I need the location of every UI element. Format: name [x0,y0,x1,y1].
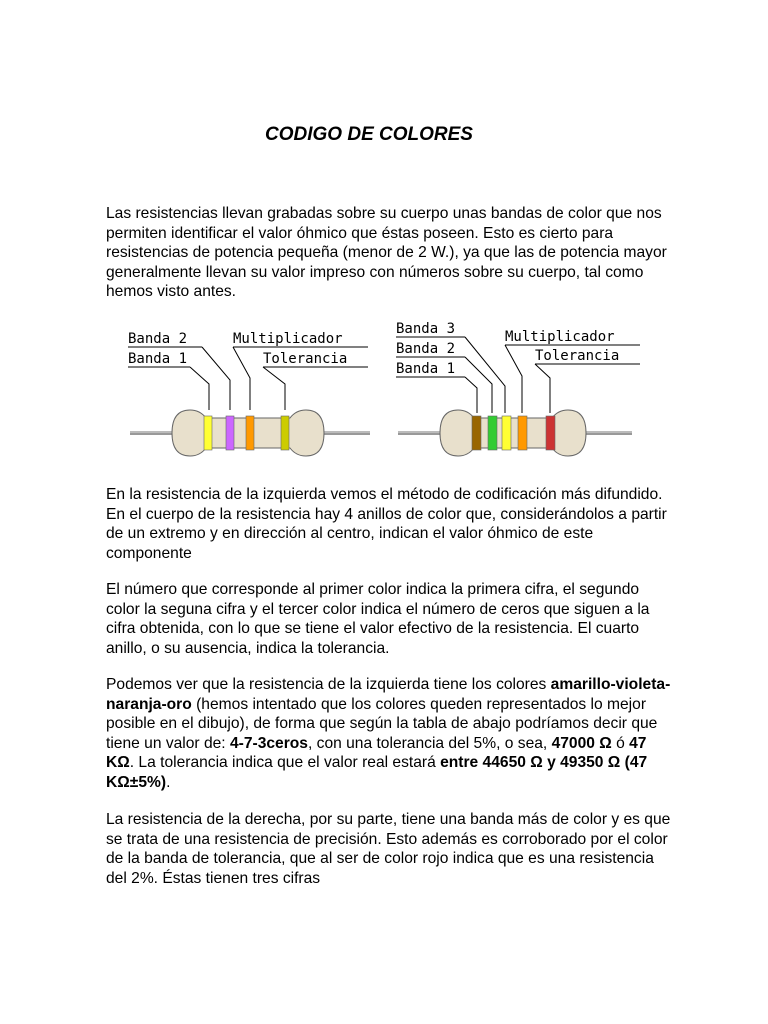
left-band-4 [281,416,289,450]
right-band-3 [502,416,511,450]
bold-value-kohms: 47 KΩ [106,734,647,772]
paragraph-left-method: En la resistencia de la izquierda vemos el método de codificación más difundido. En el cuerpo de la resistencia hay 4 anillos de color que, considerándolos a partir de un extremo y en dirección al centro, indican el valor óhmico de este componente [106,486,667,562]
paragraph-intro: Las resistencias llevan grabadas sobre su cuerpo unas bandas de color que nos permiten identificar el valor óhmico que éstas poseen. Esto es cierto para resistencias de potencia pequeña (menor de 2 W.), ya que las de potencia mayor generalmente llevan su valor impreso con números sobre su cuerpo, tal como hemos visto antes. [106,205,667,301]
right-band-2 [488,416,497,450]
right-resistor-body [440,410,586,456]
right-label-band2: Banda 2 [396,341,456,357]
right-resistor [396,321,640,456]
bold-value-ohms: 47000 Ω [551,734,612,752]
text-run: , con una tolerancia del 5%, o sea, [307,734,552,752]
left-band-3 [246,416,254,450]
right-label-band3: Banda 3 [396,321,456,337]
left-label-band1: Banda 1 [128,351,188,367]
paragraph-example [106,675,674,793]
left-label-tolerance: Tolerancia [263,351,348,367]
bold-colors: amarillo-violeta-naranja-oro [106,676,671,713]
right-label-tolerance: Tolerancia [535,348,620,364]
text-run: Podemos ver que la resistencia de la izquierda tiene los colores [106,676,551,693]
right-band-4 [518,416,527,450]
resistor-figure [120,318,650,468]
bold-range: entre 44650 Ω y 49350 Ω (47 KΩ±5%) [106,754,648,791]
right-band-1 [472,416,481,450]
right-band-5 [546,416,555,450]
right-label-multiplier: Multiplicador [505,329,615,345]
resistor-diagram [120,318,650,468]
text-run: . [166,773,171,791]
left-label-band2: Banda 2 [128,331,188,347]
left-band-1 [204,416,212,450]
left-band-2 [226,416,234,450]
page-title: CODIGO DE COLORES [265,124,473,145]
bold-digits: 4-7-3ceros [229,734,308,752]
text-run: . La tolerancia indica que el valor real estará [129,754,441,772]
paragraph-precision: La resistencia de la derecha, por su parte, tiene una banda más de color y es que se trata de una resistencia de precisión. Esto además es corroborado por el color de la banda de tolerancia, que al ser de color rojo indica que es una resistencia del 2%. Éstas tienen tres cifras [106,811,671,887]
text-run: ó [611,734,630,752]
text-run: (hemos intentado que los colores queden representados lo mejor posible en el dibujo), de forma que según la tabla de abajo podríamos decir que tiene un valor de: [106,695,658,752]
right-label-band1: Banda 1 [396,361,456,377]
left-resistor [128,331,370,456]
paragraph-digits: El número que corresponde al primer color indica la primera cifra, el segundo color la seguna cifra y el tercer color indica el número de ceros que siguen a la cifra obtenida, con lo que se tiene el valor efectivo de la resistencia. El cuarto anillo, o su ausencia, indica la tolerancia. [106,581,650,657]
left-label-multiplier: Multiplicador [233,331,343,347]
